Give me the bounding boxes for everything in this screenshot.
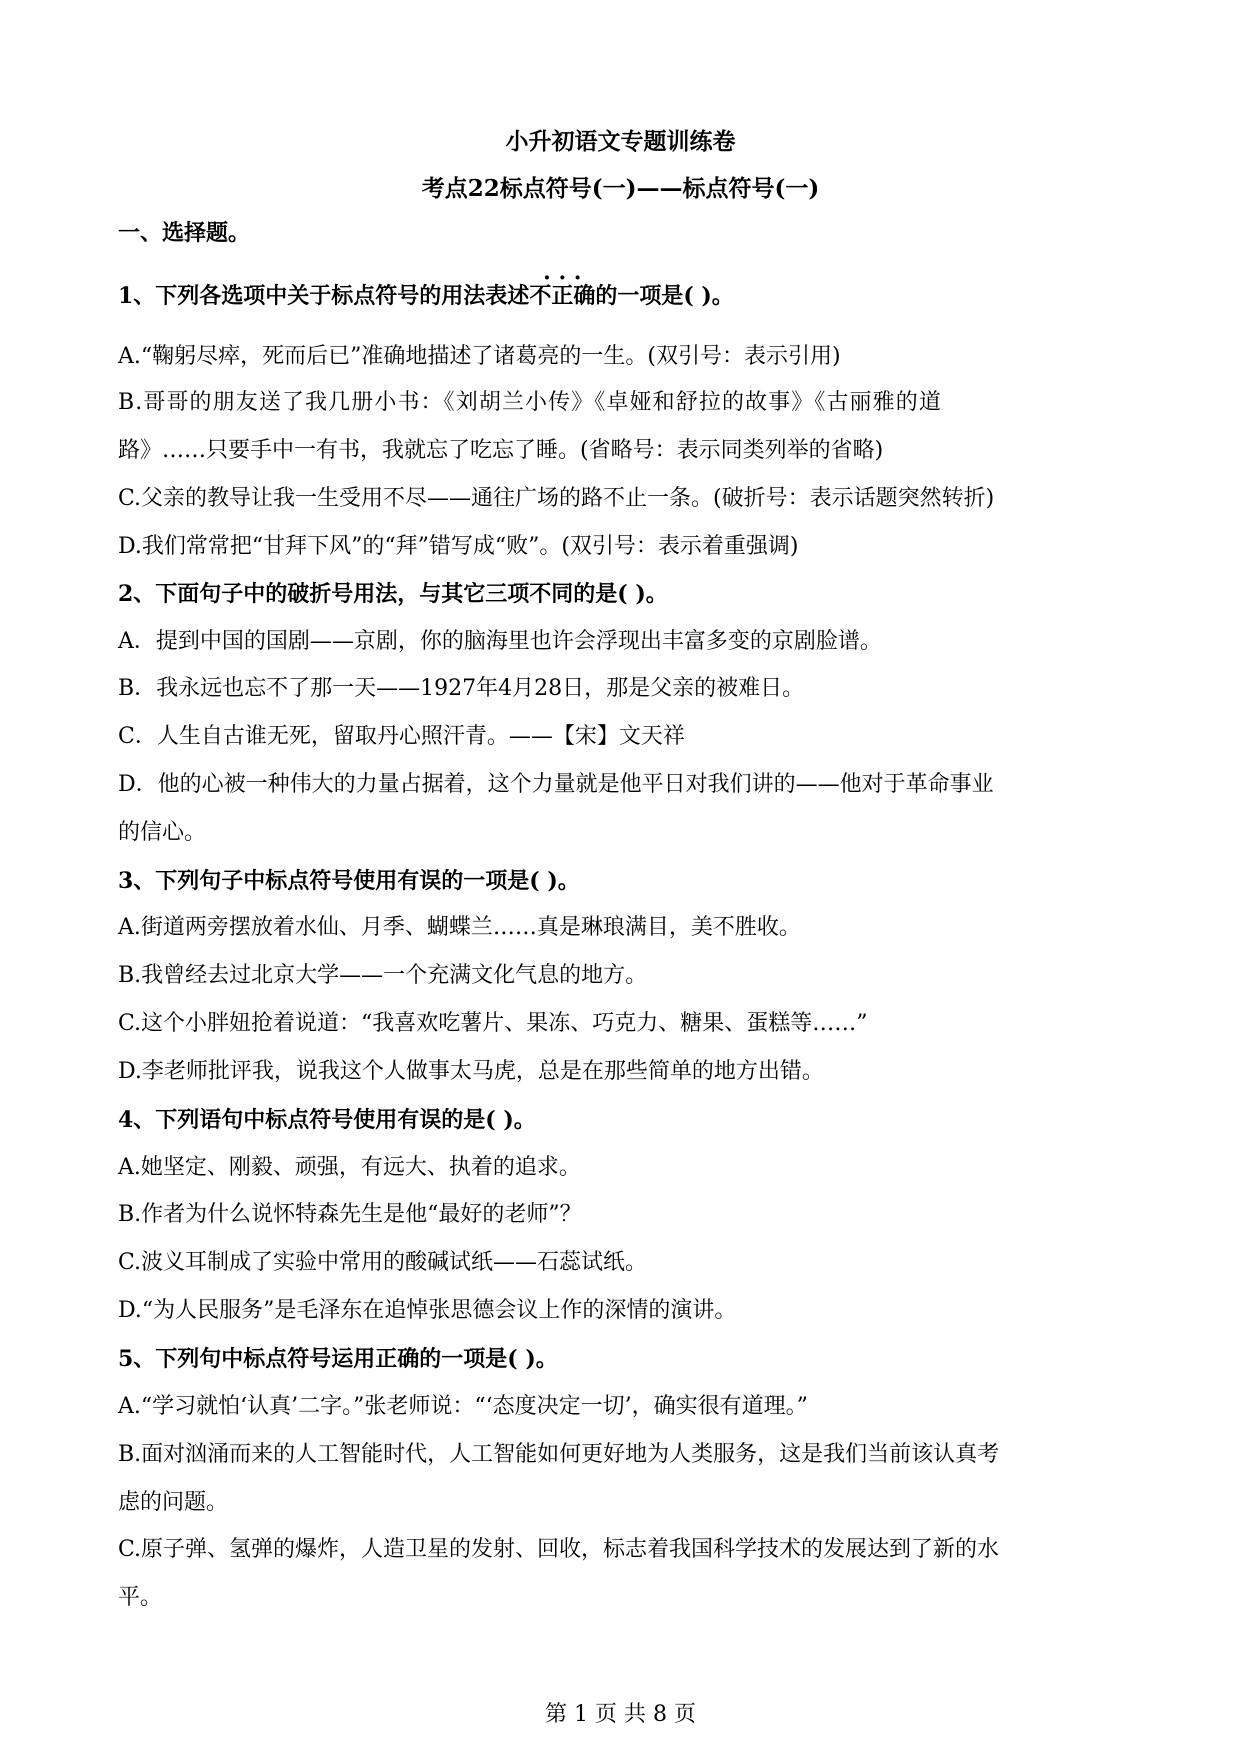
question-5-stem: 5、下列句中标点符号运用正确的一项是( )。 — [118, 1346, 558, 1372]
question-3-option-d: D.李老师批评我，说我这个人做事太马虎，总是在那些简单的地方出错。 — [118, 1059, 824, 1084]
question-2-option-c: C．人生自古谁无死，留取丹心照汗青。——【宋】文天祥 — [118, 724, 685, 749]
question-1-option-a: A.“鞠躬尽瘁，死而后已”准确地描述了诸葛亮的一生。(双引号：表示引用) — [118, 344, 841, 369]
section-heading: 一、选择题。 — [118, 220, 251, 246]
question-5-option-a: A.“学习就怕‘认真’二字。”张老师说：“‘态度决定一切’，确实很有道理。” — [118, 1394, 808, 1419]
question-4-stem: 4、下列语句中标点符号使用有误的是( )。 — [118, 1107, 536, 1133]
question-2-option-a: A．提到中国的国剧——京剧，你的脑海里也许会浮现出丰富多变的京剧脸谱。 — [118, 629, 882, 654]
question-1-option-c: C.父亲的教导让我一生受用不尽——通往广场的路不止一条。(破折号：表示话题突然转折) — [118, 486, 995, 511]
question-4-option-d: D.“为人民服务”是毛泽东在追悼张思德会议上作的深情的演讲。 — [118, 1298, 737, 1323]
question-1-option-d: D.我们常常把“甘拜下风”的“拜”错写成“败”。(双引号：表示着重强调) — [118, 534, 799, 559]
question-2-stem: 2、下面句子中的破折号用法，与其它三项不同的是( )。 — [118, 581, 668, 607]
question-1-emphasis: · · · 不正确 — [529, 281, 595, 311]
question-1-option-b-line1: B.哥哥的朋友送了我几册小书：《刘胡兰小传》《卓娅和舒拉的故事》《古丽雅的道 — [118, 390, 942, 415]
question-4-option-a: A.她坚定、刚毅、顽强，有远大、执着的追求。 — [118, 1155, 581, 1180]
document-title: 小升初语文专题训练卷 — [505, 128, 736, 155]
question-2-option-b: B．我永远也忘不了那一天——1927年4月28日，那是父亲的被难日。 — [118, 676, 805, 701]
question-3-option-b: B.我曾经去过北京大学——一个充满文化气息的地方。 — [118, 963, 648, 988]
question-1-stem-before: 1、下列各选项中关于标点符号的用法表述 — [118, 283, 530, 309]
question-1-stem-after: 的一项是( )。 — [595, 283, 734, 309]
question-3-option-c: C.这个小胖妞抢着说道：“我喜欢吃薯片、果冻、巧克力、糖果、蛋糕等……” — [118, 1011, 868, 1036]
document-subtitle: 考点22标点符号(一)——标点符号(一) — [421, 175, 820, 202]
question-5-option-c-line2: 平。 — [118, 1585, 163, 1610]
question-4-option-b: B.作者为什么说怀特森先生是他“最好的老师”？ — [118, 1202, 582, 1227]
page-number: 第 1 页 共 8 页 — [545, 1702, 696, 1727]
question-5-option-c-line1: C.原子弹、氢弹的爆炸，人造卫星的发射、回收，标志着我国科学技术的发展达到了新的水 — [118, 1537, 1000, 1562]
question-1-option-b-line2: 路》……只要手中一有书，我就忘了吃忘了睡。(省略号：表示同类列举的省略) — [118, 438, 884, 463]
question-4-option-c: C.波义耳制成了实验中常用的酸碱试纸——石蕊试纸。 — [118, 1250, 648, 1275]
question-3-option-a: A.街道两旁摆放着水仙、月季、蝴蝶兰……真是琳琅满目，美不胜收。 — [118, 915, 801, 940]
question-5-option-b-line1: B.面对汹涌而来的人工智能时代，人工智能如何更好地为人类服务，这是我们当前该认真考 — [118, 1442, 1000, 1467]
question-5-option-b-line2: 虑的问题。 — [118, 1490, 229, 1515]
question-2-option-d-line1: D．他的心被一种伟大的力量占据着，这个力量就是他平日对我们讲的——他对于革命事业 — [118, 772, 994, 797]
question-3-stem: 3、下列句子中标点符号使用有误的一项是( )。 — [118, 868, 580, 894]
question-1-stem — [118, 281, 734, 311]
question-2-option-d-line2: 的信心。 — [118, 820, 207, 845]
